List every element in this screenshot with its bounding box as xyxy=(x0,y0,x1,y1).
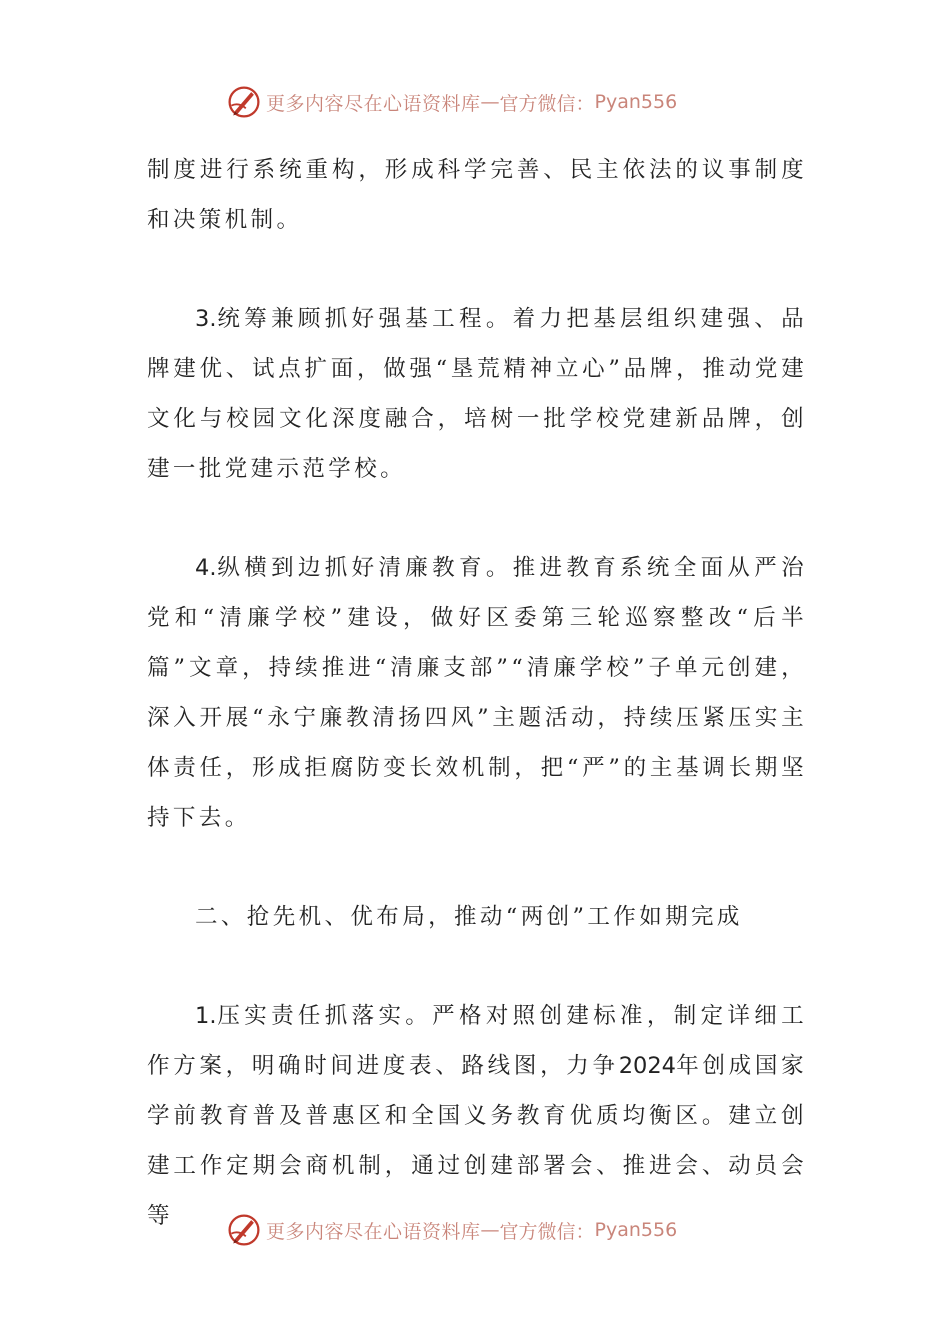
watermark-site-text: 更多内容尽在心语资料库 xyxy=(266,92,481,115)
item-number: 1. xyxy=(195,1003,217,1029)
item-number: 4. xyxy=(195,555,217,581)
watermark-wechat-id: Pyan556 xyxy=(594,1219,678,1241)
watermark-footer xyxy=(226,1212,677,1248)
watermark-wechat-label: 官方微信： xyxy=(499,1220,595,1243)
paragraph-item-3 xyxy=(147,294,807,494)
item-text: 统筹兼顾抓好强基工程。着力把基层组织建强、品牌建优、试点扩面，做强“垦荒精神立心”品牌，推动党建文化与校园文化深度融合，培树一批学校党建新品牌，创建一批党建示范学校。 xyxy=(147,306,807,482)
watermark-wechat-label: 官方微信： xyxy=(499,92,595,115)
section-heading: 二、抢先机、优布局，推动“两创”工作如期完成 xyxy=(195,904,743,930)
watermark-site-text: 更多内容尽在心语资料库 xyxy=(266,1220,481,1243)
paragraph-item-1 xyxy=(147,991,807,1241)
item-text: 纵横到边抓好清廉教育。推进教育系统全面从严治党和“清廉学校”建设，做好区委第三轮巡察整改“后半篇”文章，持续推进“清廉支部”“清廉学校”子单元创建，深入开展“永宁廉教清扬四风”主题活动，持续压紧压实主体责任，形成拒腐防变长效机制，把“严”的主基调长期坚持下去。 xyxy=(147,555,807,831)
item-text-b: 年创成国家学前教育普及普惠区和全国义务教育优质均衡区。建立创建工作定期会商机制，通过创建部署会、推进会、动员会等 xyxy=(147,1053,807,1229)
pen-logo-icon xyxy=(226,84,262,120)
item-number: 3. xyxy=(195,306,217,332)
watermark-wechat-id: Pyan556 xyxy=(594,91,678,113)
watermark-header xyxy=(226,84,677,120)
paragraph-item-4 xyxy=(147,543,807,843)
item-year: 2024 xyxy=(618,1053,676,1079)
pen-logo-icon xyxy=(226,1212,262,1248)
paragraph-continued: 制度进行系统重构，形成科学完善、民主依法的议事制度和决策机制。 xyxy=(147,157,807,233)
watermark-dash: — xyxy=(480,91,500,113)
watermark-dash: — xyxy=(480,1219,500,1241)
item-text-a: 压实责任抓落实。严格对照创建标准，制定详细工作方案，明确时间进度表、路线图，力争 xyxy=(147,1003,807,1079)
